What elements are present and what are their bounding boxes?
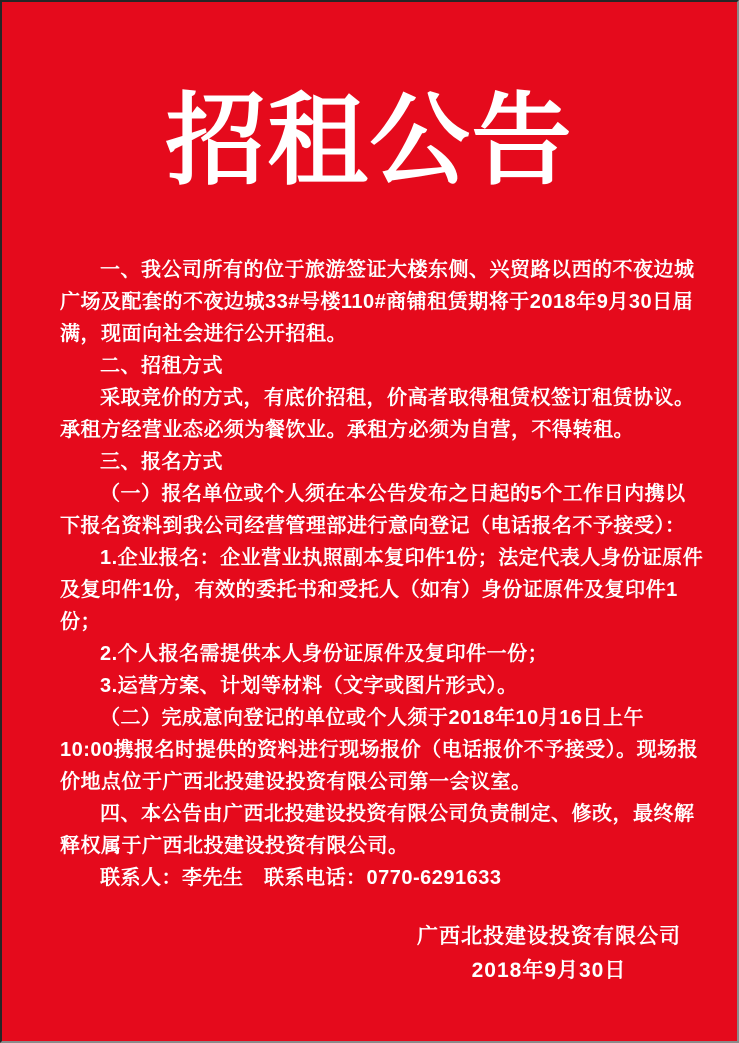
body-line: 满，现面向社会进行公开招租。 (60, 323, 347, 345)
body-line: 2.个人报名需提供本人身份证原件及复印件一份； (100, 643, 549, 665)
signature-inner (417, 920, 681, 988)
body-line: 一、我公司所有的位于旅游签证大楼东侧、兴贸路以西的不夜边城 (100, 259, 695, 281)
body-line: 价地点位于广西北投建设投资有限公司第一会议室。 (60, 771, 532, 793)
poster-title: 招租公告 (165, 86, 574, 197)
body-line: 三、报名方式 (100, 451, 223, 473)
body-line: 采取竞价的方式，有底价招租，价高者取得租赁权签订租赁协议。 (100, 387, 695, 409)
body-text (2, 254, 737, 894)
signature-company: 广西北投建设投资有限公司 (417, 925, 681, 948)
body-line: 释权属于广西北投建设投资有限公司。 (60, 835, 409, 857)
body-line: 联系人：李先生 联系电话：0770-6291633 (100, 867, 502, 889)
body-line: 1.企业报名：企业营业执照副本复印件1份；法定代表人身份证原件 (100, 547, 704, 569)
body-line: （二）完成意向登记的单位或个人须于2018年10月16日上午 (100, 707, 644, 729)
body-line: 广场及配套的不夜边城33#号楼110#商铺租赁期将于2018年9月30日届 (60, 291, 694, 313)
signature-date: 2018年9月30日 (471, 959, 627, 982)
body-line: 承租方经营业态必须为餐饮业。承租方必须为自营，不得转租。 (60, 419, 634, 441)
signature-block (2, 920, 737, 988)
body-line: （一）报名单位或个人须在本公告发布之日起的5个工作日内携以 (100, 483, 686, 505)
body-line: 及复印件1份，有效的委托书和受托人（如有）身份证原件及复印件1 (60, 579, 678, 601)
body-line: 四、本公告由广西北投建设投资有限公司负责制定、修改，最终解 (100, 803, 695, 825)
body-line: 二、招租方式 (100, 355, 223, 377)
body-line: 份； (60, 611, 101, 633)
body-line: 下报名资料到我公司经营管理部进行意向登记（电话报名不予接受）： (60, 515, 686, 537)
body-line: 10:00携报名时提供的资料进行现场报价（电话报价不予接受）。现场报 (60, 739, 699, 761)
body-line: 3.运营方案、计划等材料（文字或图片形式）。 (100, 675, 518, 697)
